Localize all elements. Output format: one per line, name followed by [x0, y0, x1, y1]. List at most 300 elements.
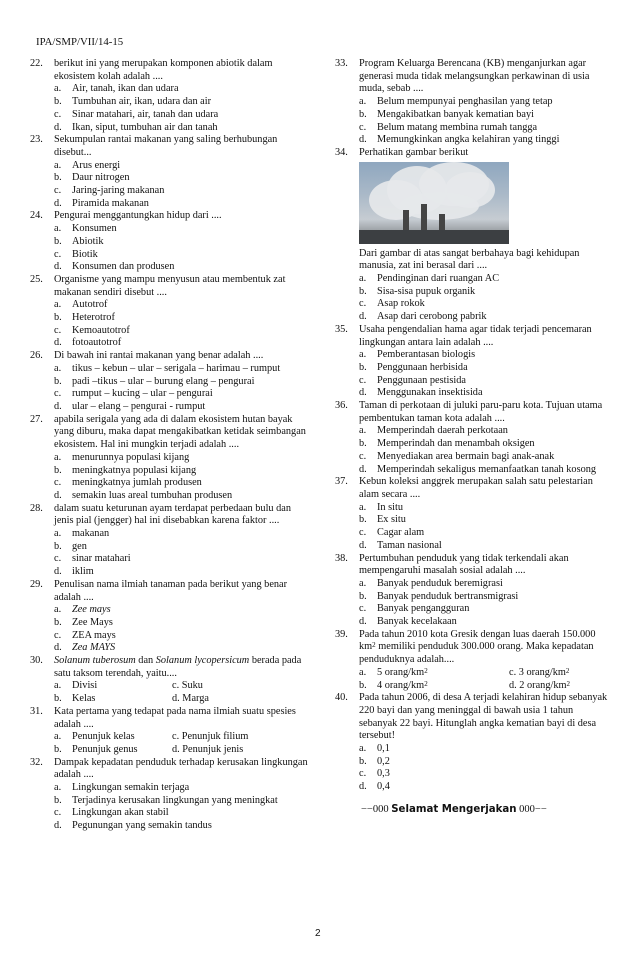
question-stem-row [30, 134, 312, 159]
question-stem: Penulisan nama ilmiah tanaman pada berikut yang benar adalah .... [54, 578, 288, 603]
question-31 [30, 706, 312, 757]
option-text: Kemoautotrof [72, 324, 130, 336]
question-stem-row [30, 274, 312, 299]
option-text: sinar matahari [72, 553, 131, 565]
question-stem: Usaha pengendalian hama agar tidak terjadi pencemaran lingkungan antara lain adalah .... [359, 323, 592, 348]
answer-option [30, 604, 312, 617]
option-text: Pendinginan dari ruangan AC [377, 273, 500, 285]
question-number: 32. [30, 756, 43, 768]
answer-option [30, 96, 312, 109]
question-39 [335, 629, 611, 693]
option-letter: a. [54, 604, 62, 616]
answer-option-row [335, 667, 611, 680]
answer-option [30, 528, 312, 541]
answer-option [54, 693, 172, 706]
question-stem-row [30, 503, 312, 528]
answer-option [335, 375, 611, 388]
answer-option [335, 273, 611, 286]
option-text: Kelas [72, 693, 96, 705]
answer-option [30, 236, 312, 249]
option-letter: b. [54, 375, 62, 387]
question-stem: Program Keluarga Berencana (KB) menganjurkan agar generasi muda tidak melangsungkan perkawinan di usia muda, sebab .... [359, 58, 590, 95]
option-text: Zee Mays [72, 616, 113, 628]
answer-option [30, 363, 312, 376]
option-letter: b. [54, 616, 62, 628]
answer-option [335, 616, 611, 629]
option-text: ZEA mays [72, 629, 116, 641]
answer-option [30, 223, 312, 236]
question-number: 26. [30, 350, 43, 362]
option-letter: c. [359, 121, 367, 133]
option-text: Banyak penduduk beremigrasi [377, 577, 503, 589]
option-letter: c. [359, 298, 367, 310]
question-number: 27. [30, 413, 43, 425]
option-text: Terjadinya kerusakan lingkungan yang meningkat [72, 794, 278, 806]
option-text: Sisa-sisa pupuk organik [377, 285, 476, 297]
option-letter: c. [54, 248, 62, 260]
question-28 [30, 503, 312, 579]
closing-prefix: −−000 [361, 803, 392, 815]
option-text: iklim [72, 566, 94, 578]
question-number: 22. [30, 58, 43, 69]
question-number: 34. [335, 146, 348, 158]
option-text: 0,4 [377, 781, 390, 793]
superscript: 2 [424, 679, 428, 688]
option-letter: a. [54, 223, 62, 235]
question-number: 39. [335, 628, 348, 640]
answer-option [30, 795, 312, 808]
question-22 [30, 58, 312, 134]
question-stem: Dampak kepadatan penduduk terhadap kerusakan lingkungan adalah .... [54, 756, 308, 781]
option-letter: c. [359, 768, 367, 780]
answer-option-row [30, 731, 312, 744]
option-letter: d. [359, 387, 367, 399]
question-36 [335, 400, 611, 476]
question-stem-row [335, 58, 611, 96]
answer-option [335, 591, 611, 604]
option-text: Banyak pengangguran [377, 603, 470, 615]
option-text: Cagar alam [377, 527, 425, 539]
option-letter: a. [359, 501, 367, 513]
answer-option [335, 109, 611, 122]
option-letter: b. [359, 361, 367, 373]
option-text: Penunjuk genus [72, 743, 138, 755]
option-text: Sinar matahari, air, tanah dan udara [72, 108, 219, 120]
answer-option [335, 362, 611, 375]
answer-option [30, 807, 312, 820]
answer-option [335, 311, 611, 324]
option-text: Daur nitrogen [72, 172, 130, 184]
stem-text: dan [135, 655, 156, 667]
answer-option [335, 781, 611, 794]
option-text: meningkatnya jumlah produsen [72, 477, 202, 489]
option-text: Pegunungan yang semakin tandus [72, 820, 212, 832]
question-number: 35. [335, 323, 348, 335]
question-29 [30, 579, 312, 655]
question-35 [335, 324, 611, 400]
answer-option [30, 109, 312, 122]
answer-option [54, 680, 172, 693]
question-25 [30, 274, 312, 350]
answer-option [30, 337, 312, 350]
option-letter: a. [54, 528, 62, 540]
question-number: 23. [30, 134, 43, 146]
option-letter: d. [54, 121, 62, 133]
option-text: rumput – kucing – ular – pengurai [72, 388, 213, 400]
superscript: 2 [424, 666, 428, 675]
option-letter: b. [359, 108, 367, 120]
answer-option [30, 630, 312, 643]
question-stem-row [335, 476, 611, 501]
option-text: Jaring-jaring makanan [72, 185, 165, 197]
option-letter: a. [54, 362, 62, 374]
answer-option [335, 387, 611, 400]
option-letter: c. [54, 388, 62, 400]
question-32 [30, 757, 312, 833]
closing-bold: Selamat Mengerjakan [391, 803, 517, 815]
answer-option: d. Marga [172, 693, 209, 705]
answer-option [30, 172, 312, 185]
answer-option [335, 122, 611, 135]
option-letter: a. [359, 273, 367, 285]
option-text: Banyak kecelakaan [377, 616, 457, 628]
answer-option [335, 603, 611, 616]
page-number: 2 [315, 928, 321, 939]
answer-option [335, 578, 611, 591]
option-text: Penunjuk kelas [72, 731, 135, 743]
answer-option: d. Penunjuk jenis [172, 743, 244, 755]
question-37 [335, 476, 611, 552]
option-text: 5 orang/km [377, 666, 425, 678]
question-38 [335, 553, 611, 629]
answer-option [335, 527, 611, 540]
closing-suffix: 000−− [516, 803, 547, 815]
option-letter: a. [54, 782, 62, 794]
option-letter: c. [54, 553, 62, 565]
option-letter: c. [359, 603, 367, 615]
option-text: Air, tanah, ikan dan udara [72, 83, 179, 95]
answer-option [335, 756, 611, 769]
answer-option [30, 820, 312, 833]
answer-option [335, 286, 611, 299]
question-stem-row [335, 553, 611, 578]
option-letter: d. [54, 261, 62, 273]
answer-option: c. Penunjuk filium [172, 731, 249, 743]
question-number: 24. [30, 210, 43, 222]
option-letter: c. [54, 185, 62, 197]
answer-option [30, 185, 312, 198]
option-letter: b. [54, 312, 62, 324]
question-stem: Kebun koleksi anggrek merupakan salah satu pelestarian alam secara .... [359, 476, 593, 500]
question-stem-row [335, 400, 611, 425]
answer-option [30, 617, 312, 630]
answer-option [335, 298, 611, 311]
option-letter: b. [359, 679, 367, 691]
answer-option [30, 541, 312, 554]
superscript: 2 [566, 679, 570, 688]
factory-smoke-image [359, 162, 509, 244]
answer-option [30, 299, 312, 312]
option-text: Ex situ [377, 514, 406, 526]
option-letter: c. [359, 374, 367, 386]
answer-option [30, 325, 312, 338]
option-text: Konsumen [72, 223, 117, 235]
answer-option [335, 451, 611, 464]
question-stem-row [30, 579, 312, 604]
closing-message [335, 804, 611, 817]
option-text: Penggunaan herbisida [377, 361, 468, 373]
page-header: IPA/SMP/VII/14-15 [36, 36, 124, 48]
option-letter: b. [54, 743, 62, 755]
question-23 [30, 134, 312, 210]
answer-option: c. 3 orang/$km^2$ [509, 666, 570, 678]
option-text: Zea MAYS [72, 642, 116, 654]
question-number: 25. [30, 273, 43, 285]
answer-option [54, 744, 172, 757]
question-number: 36. [335, 400, 348, 412]
option-text: Belum mempunyai penghasilan yang tetap [377, 96, 553, 108]
option-letter: c. [54, 324, 62, 336]
option-letter: b. [54, 464, 62, 476]
option-letter: c. [359, 450, 367, 462]
answer-option [30, 376, 312, 389]
option-text: fotoautotrof [72, 337, 122, 349]
option-text: Belum matang membina rumah tangga [377, 121, 538, 133]
question-stem-row [30, 414, 312, 452]
question-stem: Pertumbuhan penduduk yang tidak terkendali akan mempengaruhi masalah sosial adalah .... [359, 552, 569, 577]
answer-option-row [30, 744, 312, 757]
answer-option: c. Suku [172, 680, 203, 692]
question-number: 31. [30, 705, 43, 717]
question-stem-row [30, 655, 312, 680]
option-letter: c. [54, 108, 62, 120]
answer-option [335, 464, 611, 477]
option-letter: a. [54, 83, 62, 95]
option-text: padi –tikus – ular – burung elang – pengurai [72, 375, 255, 387]
question-stem: Organisme yang mampu menyusun atau membentuk zat makanan sendiri disebut .... [54, 273, 286, 298]
question-stem-row [30, 350, 312, 363]
question-number: 30. [30, 655, 43, 667]
question-33 [335, 58, 611, 147]
option-letter: d. [359, 781, 367, 793]
option-letter: a. [54, 159, 62, 171]
question-number: 28. [30, 502, 43, 514]
option-letter: c. [359, 527, 367, 539]
option-text: Memperindah dan menambah oksigen [377, 438, 535, 450]
option-text: 4 orang/km [377, 679, 425, 691]
option-letter: d. [54, 820, 62, 832]
option-letter: a. [359, 743, 367, 755]
question-number: 40. [335, 692, 348, 704]
option-text: semakin luas areal tumbuhan produsen [72, 489, 233, 501]
left-column [30, 58, 312, 833]
answer-option [335, 134, 611, 147]
question-stem-row [335, 147, 611, 160]
answer-option [30, 83, 312, 96]
right-column [335, 58, 611, 817]
option-letter: a. [54, 731, 62, 743]
option-text: 0,2 [377, 755, 390, 767]
option-text: tikus – kebun – ular – serigala – harimau – rumput [72, 362, 281, 374]
option-letter: b. [54, 794, 62, 806]
answer-option [30, 160, 312, 173]
answer-option [335, 768, 611, 781]
option-letter: a. [54, 451, 62, 463]
option-text: ular – elang – pengurai - rumput [72, 400, 206, 412]
option-letter: d. [54, 197, 62, 209]
option-text: Asap dari cerobong pabrik [377, 311, 487, 323]
question-stem: Sekumpulan rantai makanan yang saling berhubungan disebut... [54, 134, 278, 158]
question-30 [30, 655, 312, 706]
option-letter: b. [54, 235, 62, 247]
answer-option [30, 198, 312, 211]
option-letter: b. [359, 514, 367, 526]
question-stem: dalam suatu keturunan ayam terdapat perbedaan bulu dan jenis pial (jengger) hal ini disebabkan karena faktor .... [54, 502, 292, 527]
option-letter: a. [359, 666, 367, 678]
option-letter: b. [359, 285, 367, 297]
question-stem-row [335, 629, 611, 667]
option-text: Banyak penduduk bertransmigrasi [377, 590, 519, 602]
option-letter: c. [54, 629, 62, 641]
answer-option [30, 122, 312, 135]
option-text: Abiotik [72, 235, 104, 247]
option-text: 0,1 [377, 743, 390, 755]
question-number: 37. [335, 476, 348, 488]
question-stem: Taman di perkotaan di juluki paru-paru kota. Tujuan utama pembentukan taman kota adalah .... [359, 400, 603, 424]
question-stem: berikut ini yang merupakan komponen abiotik dalam ekosistem kolah adalah .... [54, 58, 273, 82]
question-26 [30, 350, 312, 414]
answer-option-row [30, 680, 312, 693]
option-letter: d. [359, 463, 367, 475]
superscript: 2 [372, 641, 376, 650]
option-letter: b. [54, 693, 62, 705]
question-34 [335, 147, 611, 324]
answer-option [359, 667, 509, 680]
option-text: Ikan, siput, tumbuhan air dan tanah [72, 121, 218, 133]
option-text: Divisi [72, 680, 98, 692]
question-stem-row [30, 706, 312, 731]
option-letter: b. [359, 438, 367, 450]
option-text: Mengakibatkan banyak kematian bayi [377, 108, 534, 120]
option-text: Biotik [72, 248, 98, 260]
option-text: Memungkinkan angka kelahiran yang tinggi [377, 134, 560, 146]
option-letter: d. [359, 134, 367, 146]
question-stem: Pada tahun 2006, di desa A terjadi kelahiran hidup sebanyak 220 bayi dan yang meninggal di bawah usia 1 tahun sebanyak 22 bayi. Hitunglah angka kematian bayi di desa tersebut! [359, 692, 608, 742]
option-letter: d. [359, 311, 367, 323]
option-letter: b. [359, 590, 367, 602]
option-letter: d. [359, 616, 367, 628]
option-text: Penggunaan pestisida [377, 374, 466, 386]
option-text: Asap rokok [377, 298, 425, 310]
answer-option [30, 388, 312, 401]
stem-text: memiliki penduduk 300.000 orang. Maka kepadatan penduduknya adalah.... [359, 641, 594, 666]
answer-option [30, 249, 312, 262]
option-text: Piramida makanan [72, 197, 149, 209]
answer-option [30, 553, 312, 566]
option-letter: a. [54, 299, 62, 311]
answer-option [335, 540, 611, 553]
option-text: Taman nasional [377, 539, 442, 551]
answer-option [335, 425, 611, 438]
answer-option [335, 743, 611, 756]
question-stem-row [30, 58, 312, 83]
answer-option [30, 452, 312, 465]
option-letter: a. [359, 349, 367, 361]
question-24 [30, 210, 312, 274]
answer-option: d. 2 orang/$km^2$ [509, 679, 570, 691]
option-letter: d. [54, 400, 62, 412]
option-text: Heterotrof [72, 312, 115, 324]
answer-option [54, 731, 172, 744]
answer-option [30, 490, 312, 503]
question-number: 38. [335, 552, 348, 564]
option-letter: b. [359, 755, 367, 767]
question-stem: Perhatikan gambar berikut [359, 146, 469, 158]
question-stem: apabila serigala yang ada di dalam ekosistem hutan bayak yang diburu, maka dapat mengakibatkan ketidak seimbangan ekosistem. Hal ini mungkin terjadi adalah .... [54, 413, 306, 451]
option-text: makanan [72, 528, 110, 540]
answer-option [335, 96, 611, 109]
answer-option [30, 401, 312, 414]
option-text: gen [72, 540, 87, 552]
answer-option [30, 465, 312, 478]
option-text: Zee mays [72, 604, 111, 616]
question-stem: Kata pertama yang tedapat pada nama ilmiah suatu spesies adalah .... [54, 705, 296, 730]
option-letter: c. [54, 477, 62, 489]
question-stem-row [335, 324, 611, 349]
option-text: 0,3 [377, 768, 390, 780]
option-text: Arus energi [72, 159, 121, 171]
answer-option [335, 438, 611, 451]
option-text: Konsumen dan produsen [72, 261, 175, 273]
option-letter: d. [359, 539, 367, 551]
option-text: Memperindah sekaligus memanfaatkan tanah kosong [377, 463, 597, 475]
answer-option [30, 477, 312, 490]
option-letter: a. [54, 680, 62, 692]
stem-text: Pada tahun 2010 kota Gresik dengan luas daerah 150.000 km [359, 628, 596, 653]
answer-option [335, 349, 611, 362]
question-27 [30, 414, 312, 503]
answer-option [30, 312, 312, 325]
option-text: Memperindah daerah perkotaan [377, 425, 508, 437]
option-letter: b. [54, 540, 62, 552]
answer-option [30, 261, 312, 274]
answer-option [30, 642, 312, 655]
option-text: Autotrof [72, 299, 108, 311]
question-stem [54, 655, 312, 680]
option-letter: b. [54, 172, 62, 184]
option-letter: d. [54, 489, 62, 501]
option-text: Lingkungan akan stabil [72, 807, 169, 819]
question-stem: Di bawah ini rantai makanan yang benar adalah .... [54, 350, 264, 362]
superscript: 2 [565, 666, 570, 675]
question-stem-row [30, 210, 312, 223]
option-letter: c. [54, 807, 62, 819]
option-letter: a. [359, 425, 367, 437]
option-text: In situ [377, 501, 404, 513]
question-stem-continued: Dari gambar di atas sangat berbahaya bagi kehidupan manusia, zat ini berasal dari .... [359, 247, 580, 272]
question-40 [335, 692, 611, 794]
question-number: 29. [30, 578, 43, 590]
answer-option-row [30, 693, 312, 706]
answer-option [335, 514, 611, 527]
answer-option [359, 680, 509, 693]
answer-option [30, 782, 312, 795]
option-letter: b. [54, 96, 62, 108]
option-text: menurunnya populasi kijang [72, 451, 190, 463]
option-text: Tumbuhan air, ikan, udara dan air [72, 96, 212, 108]
option-letter: a. [359, 96, 367, 108]
species-name: Solanum lycopersicum [155, 655, 250, 667]
